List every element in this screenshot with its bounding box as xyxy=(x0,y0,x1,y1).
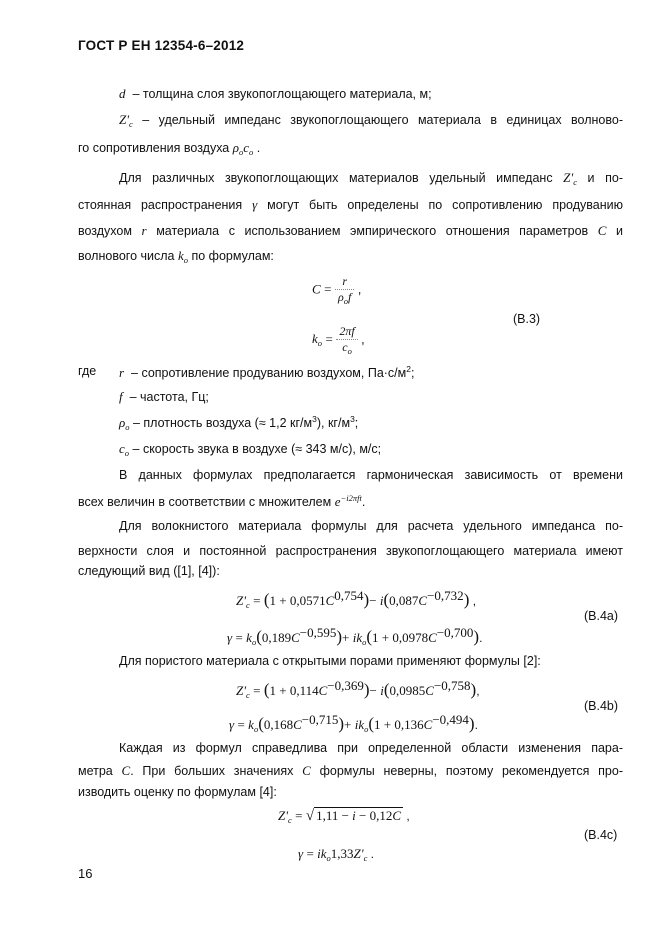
formula-c: C = $\frac{r}{\rho_of}$ , xyxy=(312,274,362,306)
def-z: $Z'_c$ – удельный импеданс звукопоглощающего материала в единицах волново- xyxy=(119,112,623,129)
para5-line3: изводить оценку по формулам [4]: xyxy=(78,785,277,799)
para2-line1: В данных формулах предполагается гармоническая зависимость от времени xyxy=(119,468,623,482)
where-r: r – сопротивление продуванию воздухом, $Па\cdot с/м^2$; xyxy=(119,364,415,380)
para1-line4: волнового числа $k_o$ по формулам: xyxy=(78,248,274,265)
def-z-cont: го сопротивления воздуха $\rho_oc_o$ . xyxy=(78,140,261,157)
para1-line2: стоянная распространения γ могут быть определены по сопротивлению продуванию xyxy=(78,197,623,212)
eq-label-b4c: (B.4c) xyxy=(584,828,618,842)
eq-label-b4a: (B.4a) xyxy=(584,609,619,623)
where-rho: $\rho_o$ – плотность воздуха (≈ 1,2 $кг/м^3$), $кг/м^3$; xyxy=(119,414,359,432)
formula-k: $k_o$ = $\frac{2\pi f}{c_o}$ , xyxy=(312,324,365,356)
formula-b4b-gamma: $\gamma = k_o(0,168C^{-0,715})+ ik_o(1 + 0,136C^{-0,494})$. xyxy=(229,712,478,734)
para3-line2: верхности слоя и постоянной распространения звукопоглощающего материала имеют xyxy=(78,544,623,558)
where-label: где xyxy=(78,364,97,378)
formula-b4a-gamma: $\gamma = k_o(0,189C^{-0,595})+ ik_o(1 + 0,0978C^{-0,700})$. xyxy=(227,625,483,647)
formula-b4a-z: $Z'_c = (1 + 0,0571C^{0,754})- i(0,087C^{-0,732})$ , xyxy=(236,588,477,610)
formula-b4b-z: $Z'_c = (1 + 0,114C^{-0,369})- i(0,0985C^{-0,758})$, xyxy=(236,678,480,700)
para2-line2: всех величин в соответствии с множителем $e^{-i2\pi ft}$. xyxy=(78,493,366,509)
para3-line3: следующий вид ([1], [4]): xyxy=(78,564,220,578)
para5-line1: Каждая из формул справедлива при определенной области изменения пара- xyxy=(119,741,623,755)
para4-line1: Для пористого материала с открытыми порами применяют формулы [2]: xyxy=(119,654,541,668)
formula-b4c-gamma: $\gamma = ik_o1,33Z'_c$ . xyxy=(298,846,375,863)
para1-line1: Для различных звукопоглощающих материалов удельный импеданс $Z'_c$ и по- xyxy=(119,170,623,187)
eq-label-b4b: (B.4b) xyxy=(584,699,619,713)
para5-line2: метра C. При больших значениях C формулы неверны, поэтому рекомендуется про- xyxy=(78,763,623,778)
formula-b4c-z: $Z'_c$ = √ 1,11 − i − 0,12C , xyxy=(278,808,410,825)
where-c: $c_o$ – скорость звука в воздухе (≈ 343 м/с), м/с; xyxy=(119,441,382,458)
def-d: d – толщина слоя звукопоглощающего материала, м; xyxy=(119,86,432,101)
page-number: 16 xyxy=(78,866,93,881)
page-header: ГОСТ Р ЕН 12354-6–2012 xyxy=(78,38,245,53)
para3-line1: Для волокнистого материала формулы для расчета удельного импеданса по- xyxy=(119,519,623,533)
para1-line3: воздухом r материала с использованием эмпирического отношения параметров C и xyxy=(78,223,624,238)
where-f: f – частота, Гц; xyxy=(119,389,209,404)
eq-label-b3: (B.3) xyxy=(513,312,541,326)
